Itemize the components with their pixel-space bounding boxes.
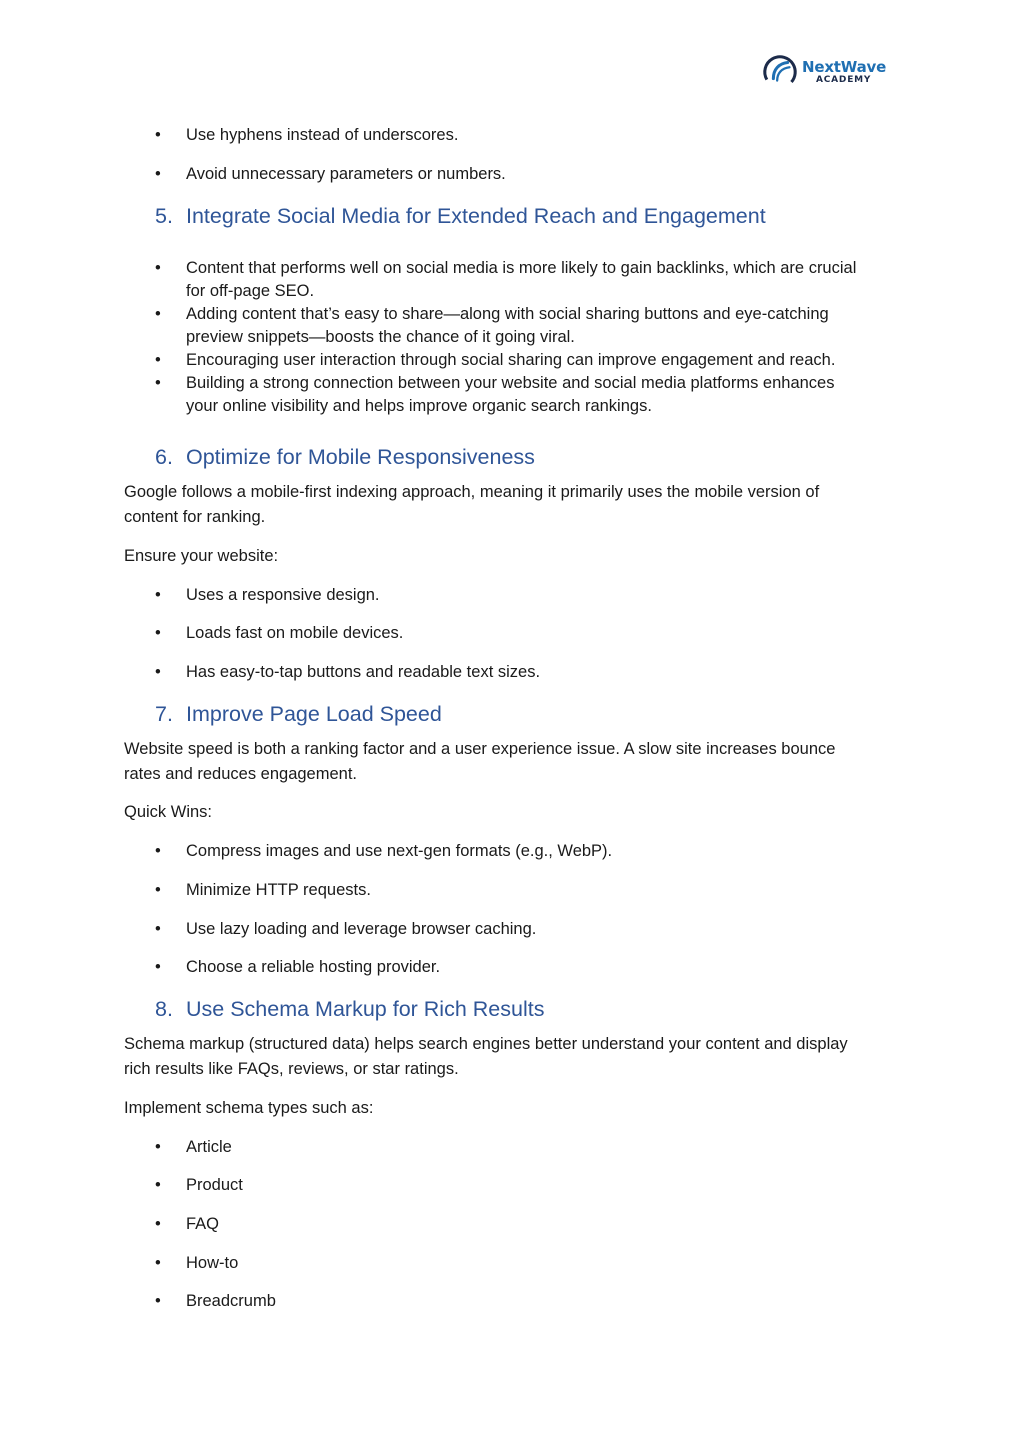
section-heading-social-media bbox=[155, 202, 766, 230]
list-item bbox=[155, 622, 403, 645]
list-item-text: Encouraging user interaction through social sharing can improve engagement and reach. bbox=[186, 351, 836, 369]
list-item-text: Article bbox=[186, 1138, 232, 1156]
section-number: 8. bbox=[155, 997, 173, 1021]
list-item bbox=[155, 1136, 232, 1159]
section-number: 6. bbox=[155, 445, 173, 469]
section-number: 7. bbox=[155, 702, 173, 726]
list-item-text: for off-page SEO. bbox=[186, 282, 315, 300]
list-item bbox=[155, 1290, 276, 1313]
bullet-marker: • bbox=[155, 586, 161, 604]
paragraph-line: content for ranking. bbox=[124, 508, 266, 526]
nextwave-academy-logo bbox=[761, 52, 891, 92]
list-item bbox=[155, 1174, 243, 1197]
bullet-marker: • bbox=[155, 1176, 161, 1194]
list-item-text: Compress images and use next-gen formats (e.g., WebP). bbox=[186, 842, 613, 860]
list-item bbox=[155, 349, 835, 372]
list-item-text: Has easy-to-tap buttons and readable text sizes. bbox=[186, 663, 541, 681]
list-item bbox=[155, 124, 458, 147]
list-item-text: Product bbox=[186, 1176, 243, 1194]
section-heading-schema bbox=[155, 995, 544, 1023]
list-item-continuation bbox=[155, 326, 575, 349]
list-item bbox=[155, 1213, 219, 1236]
list-item bbox=[155, 956, 440, 979]
list-item bbox=[155, 840, 612, 863]
list-item-text: Choose a reliable hosting provider. bbox=[186, 958, 441, 976]
section-title: Integrate Social Media for Extended Reach and Engagement bbox=[186, 204, 766, 228]
paragraph-lead: Ensure your website: bbox=[124, 547, 279, 565]
bullet-marker: • bbox=[155, 842, 161, 860]
bullet-marker: • bbox=[155, 958, 161, 976]
list-item-text: Minimize HTTP requests. bbox=[186, 881, 371, 899]
nextwave-swirl-icon bbox=[761, 53, 799, 91]
section-heading-page-speed bbox=[155, 700, 442, 728]
paragraph-line: rates and reduces engagement. bbox=[124, 765, 357, 783]
section-title: Improve Page Load Speed bbox=[186, 702, 442, 726]
bullet-marker: • bbox=[155, 881, 161, 899]
list-item-text: Avoid unnecessary parameters or numbers. bbox=[186, 165, 506, 183]
paragraph-line: Schema markup (structured data) helps search engines better understand your content and display bbox=[124, 1035, 848, 1053]
bullet-marker: • bbox=[155, 1292, 161, 1310]
list-item bbox=[155, 918, 536, 941]
bullet-marker: • bbox=[155, 351, 161, 369]
list-item-continuation bbox=[155, 280, 314, 303]
list-item-continuation bbox=[155, 395, 652, 418]
list-item bbox=[155, 163, 506, 186]
list-item-text: FAQ bbox=[186, 1215, 220, 1233]
list-item-text: Breadcrumb bbox=[186, 1292, 276, 1310]
bullet-marker: • bbox=[155, 259, 161, 277]
list-item bbox=[155, 372, 834, 395]
list-item bbox=[155, 303, 829, 326]
list-item-text: Loads fast on mobile devices. bbox=[186, 624, 404, 642]
list-item-text: How-to bbox=[186, 1254, 239, 1272]
logo-name: NextWave bbox=[802, 57, 887, 76]
section-title: Optimize for Mobile Responsiveness bbox=[186, 445, 535, 469]
bullet-marker: • bbox=[155, 1215, 161, 1233]
logo-subtitle: ACADEMY bbox=[816, 74, 872, 85]
list-item-text: Use lazy loading and leverage browser caching. bbox=[186, 920, 537, 938]
bullet-marker: • bbox=[155, 920, 161, 938]
bullet-marker: • bbox=[155, 126, 161, 144]
list-item bbox=[155, 879, 371, 902]
bullet-marker: • bbox=[155, 1254, 161, 1272]
list-item-text: Use hyphens instead of underscores. bbox=[186, 126, 459, 144]
section-number: 5. bbox=[155, 204, 173, 228]
paragraph-line: Website speed is both a ranking factor and a user experience issue. A slow site increases bounce bbox=[124, 740, 836, 758]
paragraph-line: Google follows a mobile-first indexing approach, meaning it primarily uses the mobile version of bbox=[124, 483, 820, 501]
bullet-marker: • bbox=[155, 624, 161, 642]
list-item-text: Content that performs well on social media is more likely to gain backlinks, which are crucial bbox=[186, 259, 857, 277]
bullet-marker: • bbox=[155, 663, 161, 681]
list-item-text: Building a strong connection between your website and social media platforms enhances bbox=[186, 374, 835, 392]
list-item-text: preview snippets—boosts the chance of it going viral. bbox=[186, 328, 575, 346]
bullet-marker: • bbox=[155, 374, 161, 392]
paragraph-line: rich results like FAQs, reviews, or star ratings. bbox=[124, 1060, 459, 1078]
list-item-text: Adding content that’s easy to share—along with social sharing buttons and eye-catching bbox=[186, 305, 829, 323]
section-heading-mobile bbox=[155, 443, 535, 471]
list-item bbox=[155, 661, 540, 684]
list-item bbox=[155, 257, 856, 280]
bullet-marker: • bbox=[155, 1138, 161, 1156]
paragraph-lead: Implement schema types such as: bbox=[124, 1099, 374, 1117]
bullet-marker: • bbox=[155, 305, 161, 323]
list-item-text: your online visibility and helps improve organic search rankings. bbox=[186, 397, 652, 415]
list-item-text: Uses a responsive design. bbox=[186, 586, 380, 604]
section-title: Use Schema Markup for Rich Results bbox=[186, 997, 545, 1021]
paragraph-lead: Quick Wins: bbox=[124, 803, 213, 821]
list-item bbox=[155, 584, 380, 607]
bullet-marker: • bbox=[155, 165, 161, 183]
list-item bbox=[155, 1252, 238, 1275]
